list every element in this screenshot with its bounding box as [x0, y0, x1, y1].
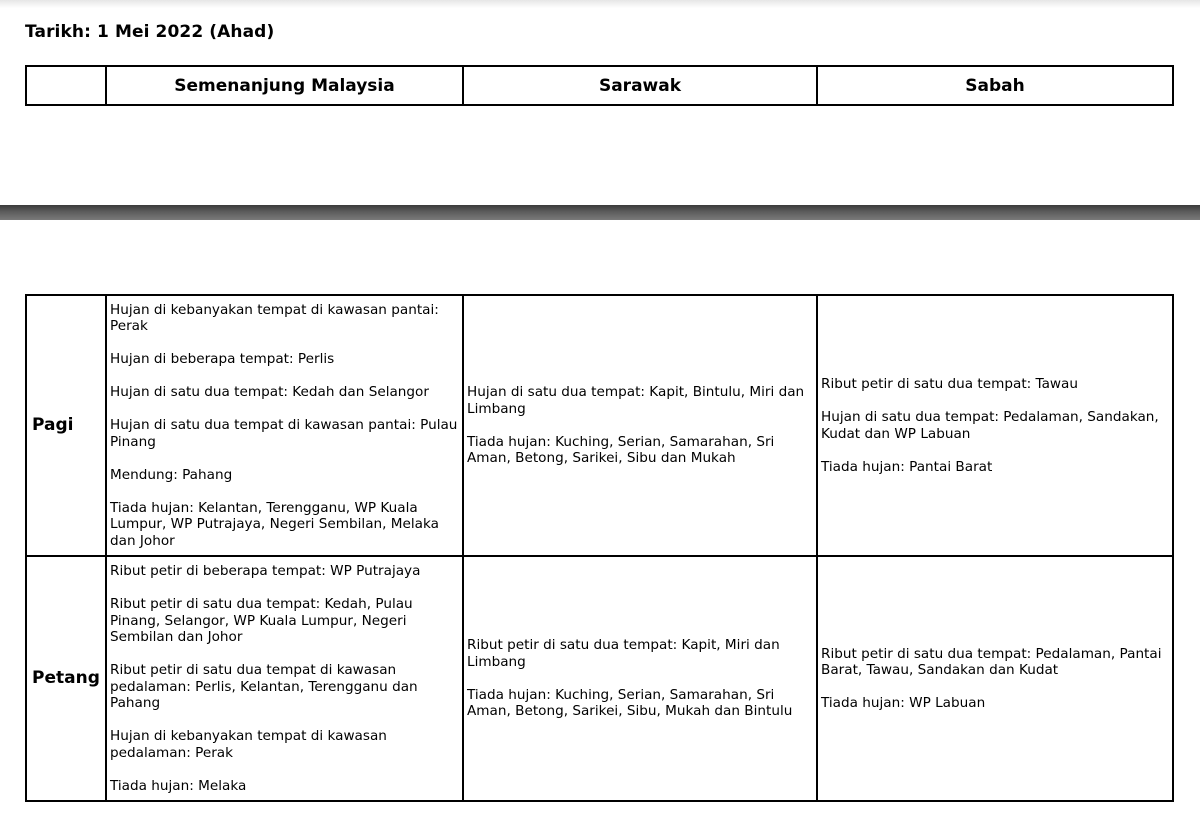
forecast-line: Tiada hujan: Kelantan, Terengganu, WP Kuala Lumpur, WP Putrajaya, Negeri Sembilan, Melaka dan Johor [110, 499, 439, 549]
forecast-line: Tiada hujan: Pantai Barat [821, 458, 993, 475]
forecast-line: Hujan di kebanyakan tempat di kawasan pedalaman: Perak [110, 728, 387, 761]
header-semenanjung: Semenanjung Malaysia [106, 66, 463, 105]
header-empty-cell [26, 66, 106, 105]
forecast-line: Hujan di satu dua tempat: Kedah dan Selangor [110, 384, 429, 401]
forecast-line: Hujan di satu dua tempat di kawasan pantai: Pulau Pinang [110, 417, 458, 450]
forecast-line: Tiada hujan: WP Labuan [821, 695, 986, 711]
header-sarawak: Sarawak [463, 66, 817, 105]
table-row-pagi [26, 295, 1173, 556]
page-divider-bar [0, 205, 1200, 220]
cell-pagi-semenanjung [106, 295, 463, 556]
forecast-date: Tarikh: 1 Mei 2022 (Ahad) [25, 22, 275, 42]
forecast-line: Tiada hujan: Kuching, Serian, Samarahan, Sri Aman, Betong, Sarikei, Sibu dan Mukah [467, 433, 775, 467]
forecast-table [25, 294, 1174, 802]
forecast-line: Tiada hujan: Melaka [110, 777, 247, 794]
table-row-petang [26, 556, 1173, 801]
forecast-line: Ribut petir di satu dua tempat: Tawau [821, 376, 1078, 392]
forecast-line: Hujan di beberapa tempat: Perlis [110, 351, 335, 368]
forecast-line: Hujan di satu dua tempat: Kapit, Bintulu, Miri dan Limbang [467, 384, 805, 417]
forecast-line: Tiada hujan: Kuching, Serian, Samarahan, Sri Aman, Betong, Sarikei, Sibu, Mukah dan Bintulu [467, 686, 793, 720]
forecast-line: Ribut petir di satu dua tempat: Kedah, Pulau Pinang, Selangor, WP Kuala Lumpur, Negeri Sembilan dan Johor [110, 596, 413, 645]
cell-pagi-sarawak [463, 295, 817, 556]
header-sabah: Sabah [817, 66, 1173, 105]
period-label-petang: Petang [26, 556, 106, 801]
cell-petang-sabah [817, 556, 1173, 801]
forecast-line: Hujan di satu dua tempat: Pedalaman, Sandakan, Kudat dan WP Labuan [821, 409, 1159, 442]
header-table [25, 65, 1174, 106]
period-label-pagi: Pagi [26, 295, 106, 556]
forecast-line: Ribut petir di beberapa tempat: WP Putrajaya [110, 563, 421, 579]
forecast-line: Hujan di kebanyakan tempat di kawasan pantai: Perak [110, 301, 439, 335]
cell-pagi-sabah [817, 295, 1173, 556]
top-shadow [0, 0, 1200, 8]
forecast-line: Ribut petir di satu dua tempat di kawasan pedalaman: Perlis, Kelantan, Terengganu dan Pahang [110, 662, 418, 711]
header-row [26, 66, 1173, 105]
cell-petang-semenanjung [106, 556, 463, 801]
forecast-line: Ribut petir di satu dua tempat: Pedalaman, Pantai Barat, Tawau, Sandakan dan Kudat [821, 645, 1162, 678]
forecast-line: Mendung: Pahang [110, 466, 233, 483]
cell-petang-sarawak [463, 556, 817, 801]
forecast-line: Ribut petir di satu dua tempat: Kapit, Miri dan Limbang [467, 637, 780, 670]
